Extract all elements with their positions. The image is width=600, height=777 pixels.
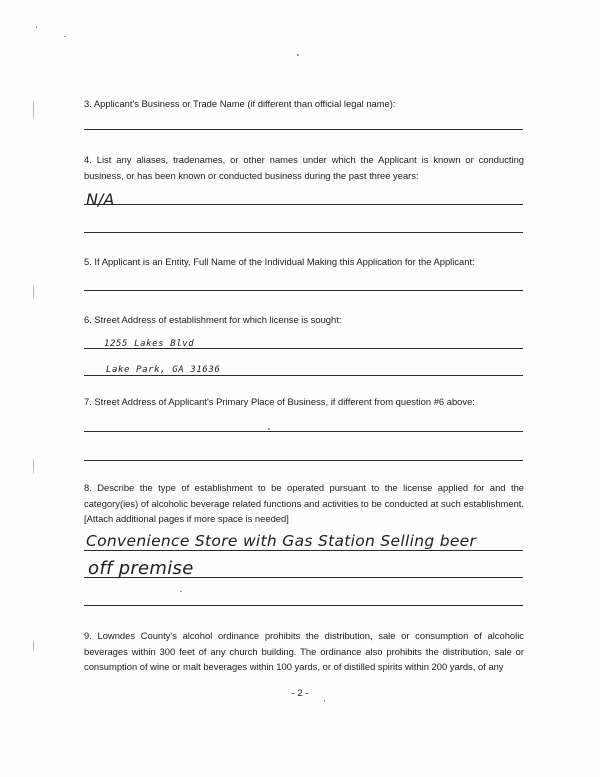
scan-margin-mark: [33, 100, 34, 120]
answer-6-address-line-1: 1255 Lakes Blvd: [104, 339, 195, 349]
answer-line-7b: [84, 460, 523, 461]
question-3: 3. Applicant's Business or Trade Name (if different than official legal name):: [84, 98, 396, 109]
answer-line-5: [84, 290, 523, 291]
page-number: - 2 -: [291, 688, 309, 699]
answer-line-8b: [84, 577, 523, 578]
question-9: 9. Lowndes County's alcohol ordinance prohibits the distribution, sale or consumption of alcoholic beverages within 300 feet of any church building. The ordinance also prohibits the distribution, sale or consumption of wine or malt beverages within 100 yards, or of distilled spirits within 200 yards, of any: [84, 630, 524, 673]
answer-8-line-2: off premise: [88, 558, 194, 579]
question-6: 6. Street Address of establishment for which license is sought:: [84, 314, 342, 325]
answer-line-3: [84, 129, 523, 130]
answer-line-6b: [84, 375, 523, 376]
scan-margin-mark: [33, 458, 34, 474]
question-8: 8. Describe the type of establishment to be operated pursuant to the license applied for and the category(ies) of alcoholic beverage related functions and activities to be conducted at such establishment. [Attach additional pages if more space is needed]: [84, 482, 524, 525]
scan-margin-mark: [33, 640, 34, 652]
scan-speck: [297, 54, 299, 56]
answer-line-4b: [84, 232, 523, 233]
scan-speck: [324, 700, 325, 702]
question-7: 7. Street Address of Applicant's Primary Place of Business, if different from question #6 above:: [84, 396, 475, 407]
answer-6-address-line-2: Lake Park, GA 31636: [106, 365, 221, 375]
scan-margin-mark: [33, 285, 34, 299]
question-4: 4. List any aliases, tradenames, or other names under which the Applicant is known or conducting business, or has been known or conducted business during the past three years:: [84, 154, 524, 181]
scan-speck: [36, 26, 37, 28]
scan-speck: [180, 591, 182, 592]
answer-line-6a: [84, 348, 523, 349]
question-5: 5. If Applicant is an Entity, Full Name of the Individual Making this Application for the Applicant:: [84, 256, 475, 267]
answer-line-8c: [84, 605, 523, 606]
answer-line-8a: [84, 550, 523, 551]
answer-line-4a: [84, 204, 523, 205]
scan-speck: [64, 36, 66, 37]
scan-speck: [268, 428, 270, 430]
answer-line-7a: [84, 431, 523, 432]
answer-8-line-1: Convenience Store with Gas Station Selling beer: [86, 532, 477, 550]
answer-4-handwritten: N/A: [86, 190, 115, 209]
